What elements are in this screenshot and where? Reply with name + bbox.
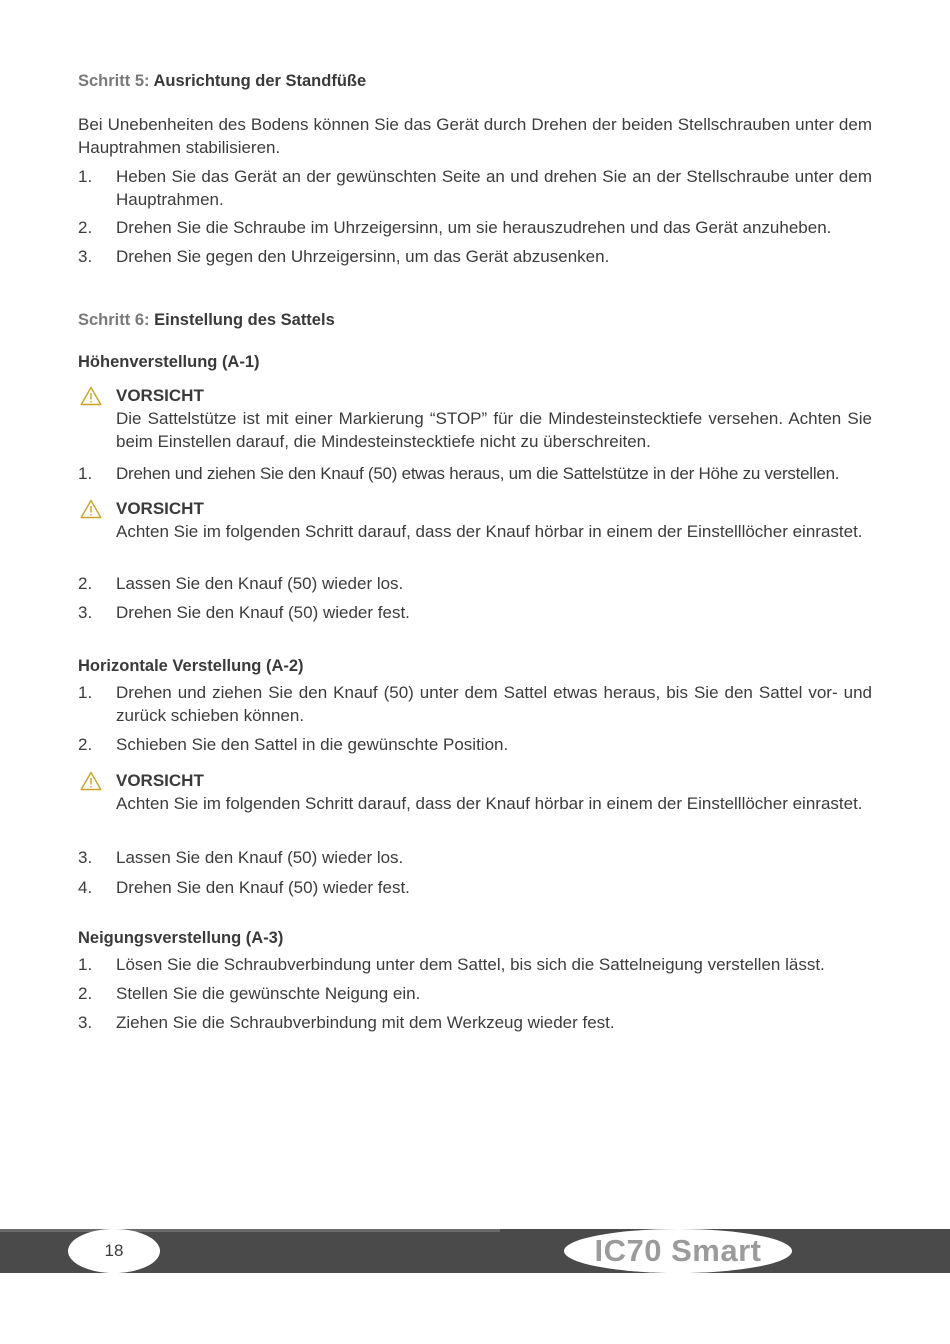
step6-prefix: Schritt 6:	[78, 311, 150, 329]
list-number: 2.	[78, 984, 93, 1003]
list-number: 1.	[78, 167, 93, 186]
list-number: 1.	[78, 464, 93, 483]
horizontal-heading: Horizontale Verstellung (A-2)	[78, 657, 304, 675]
warning-icon	[80, 771, 102, 791]
list-text: Drehen und ziehen Sie den Knauf (50) etwas heraus, um die Sattelstütze in der Höhe zu verstellen.	[116, 464, 840, 483]
caution-text: Achten Sie im folgenden Schritt darauf, dass der Knauf hörbar in einem der Einstelllöcher einrastet.	[116, 794, 863, 813]
list-text: Schieben Sie den Sattel in die gewünschte Position.	[116, 735, 509, 754]
list-text: Ziehen Sie die Schraubverbindung mit dem Werkzeug wieder fest.	[116, 1013, 615, 1032]
list-number: 3.	[78, 1013, 93, 1032]
list-number: 3.	[78, 848, 93, 867]
step5-prefix: Schritt 5:	[78, 72, 150, 90]
warning-icon	[80, 386, 102, 406]
list-number: 2.	[78, 735, 93, 754]
step5-heading	[78, 72, 366, 91]
list-text: Drehen und ziehen Sie den Knauf (50) unter dem Sattel etwas heraus, bis Sie den Sattel vor- und zurück schieben können.	[116, 683, 872, 725]
list-text: Lassen Sie den Knauf (50) wieder los.	[116, 848, 404, 867]
height-heading: Höhenverstellung (A-1)	[78, 353, 260, 371]
list-number: 3.	[78, 247, 93, 266]
list-text: Lösen Sie die Schraubverbindung unter dem Sattel, bis sich die Sattelneigung verstellen lässt.	[116, 955, 825, 974]
list-number: 1.	[78, 683, 93, 702]
step5-intro: Bei Unebenheiten des Bodens können Sie das Gerät durch Drehen der beiden Stellschrauben unter dem Hauptrahmen stabilisieren.	[78, 115, 872, 157]
caution-text: Die Sattelstütze ist mit einer Markierung “STOP” für die Mindesteinstecktiefe versehen. Achten Sie beim Einstellen darauf, die Mindesteinstecktiefe nicht zu überschreiten.	[116, 409, 872, 451]
tilt-heading: Neigungsverstellung (A-3)	[78, 929, 284, 947]
list-number: 1.	[78, 955, 93, 974]
warning-icon	[80, 499, 102, 519]
brand-logo: IC70 Smart	[594, 1233, 762, 1268]
list-number: 2.	[78, 218, 93, 237]
list-text: Lassen Sie den Knauf (50) wieder los.	[116, 574, 404, 593]
list-text: Drehen Sie gegen den Uhrzeigersinn, um das Gerät abzusenken.	[116, 247, 610, 266]
step6-title: Einstellung des Sattels	[154, 311, 335, 329]
page-number: 18	[104, 1241, 124, 1260]
caution-title: VORSICHT	[116, 771, 204, 790]
caution-title: VORSICHT	[116, 386, 204, 405]
list-text: Stellen Sie die gewünschte Neigung ein.	[116, 984, 421, 1003]
list-number: 4.	[78, 878, 93, 897]
list-text: Drehen Sie die Schraube im Uhrzeigersinn, um sie herauszudrehen und das Gerät anzuheben.	[116, 218, 832, 237]
caution-title: VORSICHT	[116, 499, 204, 518]
list-text: Heben Sie das Gerät an der gewünschten Seite an und drehen Sie an der Stellschraube unter dem Hauptrahmen.	[116, 167, 872, 209]
list-text: Drehen Sie den Knauf (50) wieder fest.	[116, 878, 410, 897]
list-text: Drehen Sie den Knauf (50) wieder fest.	[116, 603, 410, 622]
list-number: 3.	[78, 603, 93, 622]
caution-text: Achten Sie im folgenden Schritt darauf, dass der Knauf hörbar in einem der Einstelllöcher einrastet.	[116, 522, 863, 541]
list-number: 2.	[78, 574, 93, 593]
step5-title: Ausrichtung der Standfüße	[153, 72, 367, 90]
step6-heading	[78, 311, 335, 330]
